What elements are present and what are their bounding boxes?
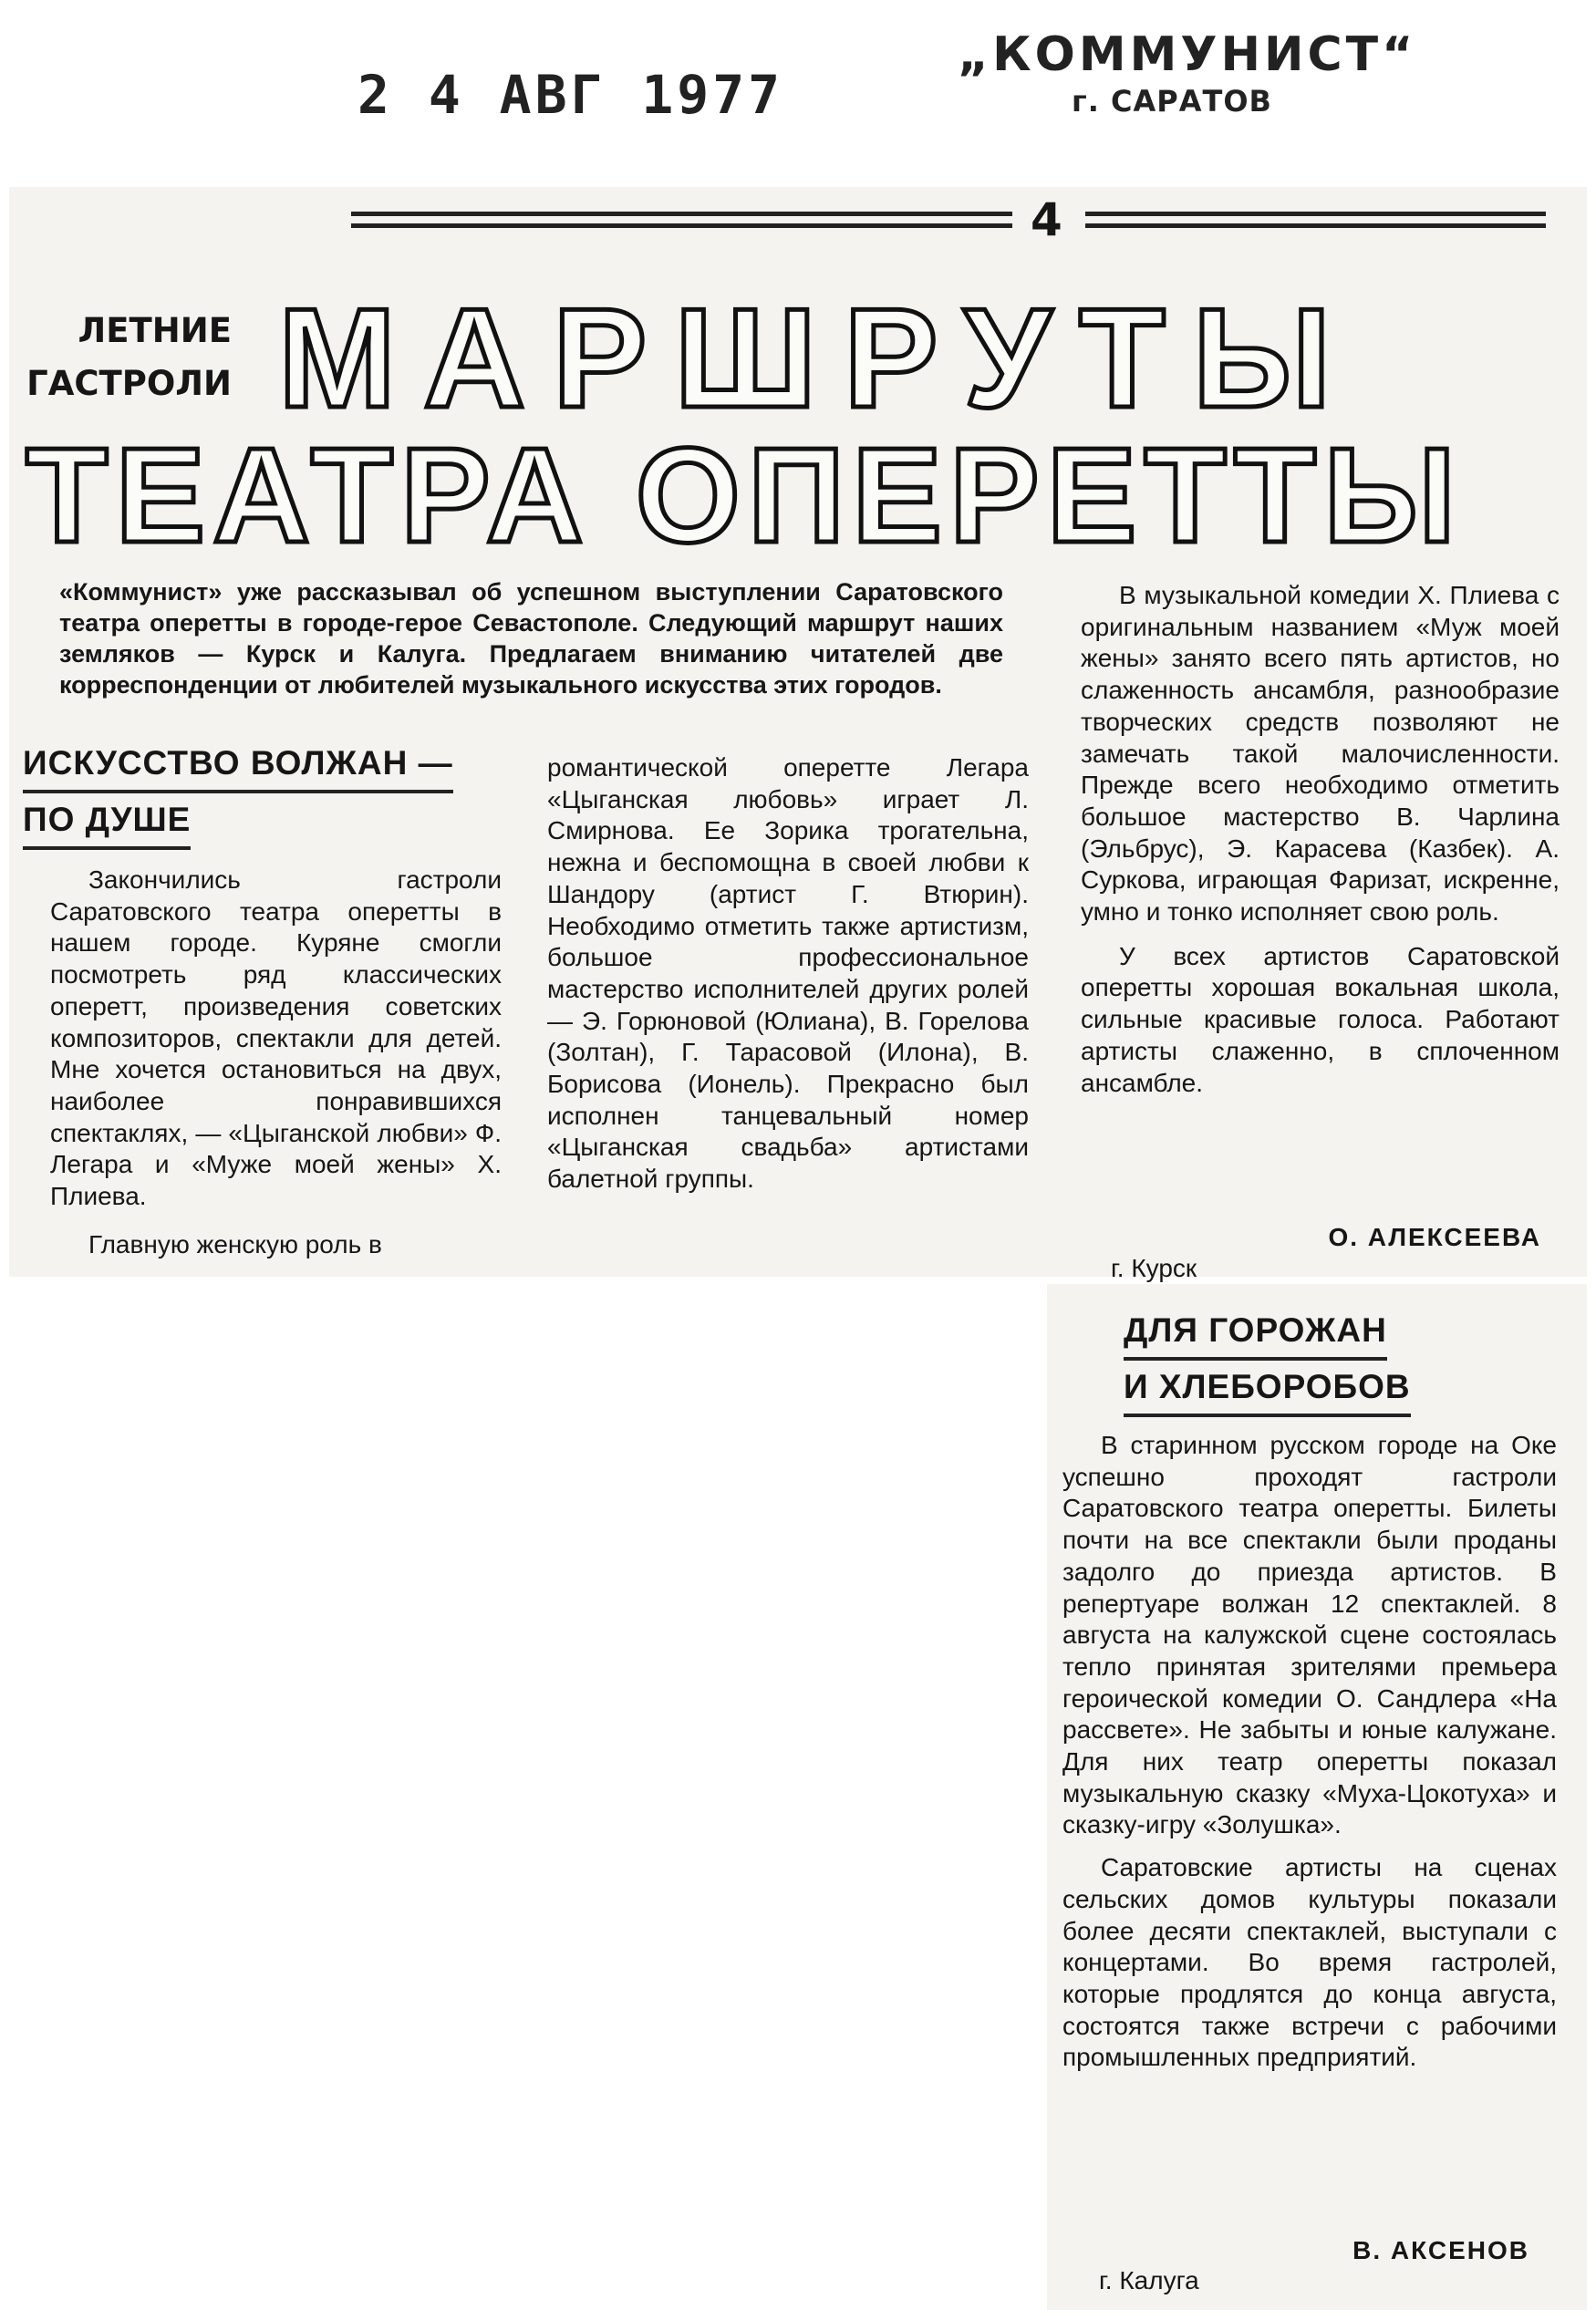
article1-column-3: [1081, 580, 1560, 1099]
lead-paragraph: «Коммунист» уже рассказывал об успешном выступлении Саратовского театра оперетты в городе-герое Севастополе. Следующий маршрут наших земляков — Курск и Калуга. Предлагаем вниманию читателей две корреспонденции от любителей музыкального искусства этих городов.: [59, 578, 1003, 699]
rubric-line: ГАСТРОЛИ: [26, 364, 232, 403]
article1-author: О. АЛЕКСЕЕВА: [1328, 1223, 1541, 1251]
header-rule: [1085, 212, 1546, 216]
article1-column-2: [547, 752, 1029, 1196]
city-stamp: г. САРАТОВ: [1072, 84, 1272, 119]
article1-city: г. Курск: [1111, 1254, 1197, 1282]
article2-body: [1062, 1430, 1557, 2074]
paragraph: В старинном русском городе на Оке успешно проходят гастроли Саратовского театра оперетты. Билеты почти на все спектакли были проданы задолго до приезда артистов. В репертуаре волжан 12 спектаклей. 8 августа на калужской сцене состоялась тепло принятая зрителями премьера героической комедии О. Сандлера «На рассвете». Не забыты и юные калужане. Для них театр оперетты показал музыкальную сказку «Муха-Цокотуха» и сказку-игру «Золушка».: [1062, 1431, 1557, 1839]
article1-column-1: [50, 865, 502, 1260]
article2-title-line: ДЛЯ ГОРОЖАН: [1124, 1304, 1387, 1361]
newspaper-stamp: „КОММУНИСТ“: [958, 27, 1417, 82]
header-rule: [351, 212, 1012, 216]
article1-title-line: ИСКУССТВО ВОЛЖАН —: [23, 737, 453, 793]
paragraph: В музыкальной комедии Х. Плиева с оригинальным названием «Муж моей жены» занято всего пять артистов, но слаженность ансамбля, разнообразие творческих средств позволяют не замечать такой малочисленности. Прежде всего необходимо отметить большое мастерство В. Чарлина (Эльбрус), Э. Карасева (Казбек). А. Суркова, играющая Фаризат, искренне, умно и тонко исполняет свою роль.: [1081, 581, 1560, 927]
article2-title-line: И ХЛЕБОРОБОВ: [1124, 1361, 1411, 1417]
headline-line-2: ТЕАТРА ОПЕРЕТТЫ: [26, 420, 1464, 571]
article2-author: В. АКСЕНОВ: [1352, 2236, 1529, 2264]
paragraph: У всех артистов Саратовской оперетты хорошая вокальная школа, сильные красивые голоса. Работают артисты слаженно, в сплоченном ансамбле.: [1081, 941, 1560, 1097]
article1-title: [23, 737, 453, 850]
rubric-line: ЛЕТНИЕ: [78, 311, 232, 350]
rubric: [20, 305, 232, 410]
article1-title-line: ПО ДУШЕ: [23, 793, 191, 850]
page-number: 4: [1031, 193, 1062, 246]
header-rule: [351, 223, 1012, 228]
paragraph: романтической оперетте Легара «Цыганская любовь» играет Л. Смирнова. Ее Зорика трогательна, нежна и беспомощна в своей любви к Шандору (артист Г. Втюрин). Необходимо отметить также артистизм, большое профессиональное мастерство исполнителей других ролей — Э. Горюновой (Юлиана), В. Горелова (Золтан), Г. Тарасовой (Илона), В. Борисова (Ионель). Прекрасно был исполнен танцевальный номер «Цыганская свадьба» артистами балетной группы.: [547, 753, 1029, 1194]
paragraph: Саратовские артисты на сценах сельских домов культуры показали более десяти спектаклей, выступали с концертами. Во время гастролей, которые продлятся до конца августа, состоятся также встречи с рабочими промышленных предприятий.: [1062, 1853, 1557, 2072]
headline-line-1: МАРШРУТЫ: [278, 279, 1359, 437]
paragraph: Закончились гастроли Саратовского театра оперетты в нашем городе. Куряне смогли посмотреть ряд классических оперетт, произведения советских композиторов, спектакли для детей. Мне хочется остановиться на двух, наиболее понравившихся спектаклях, — «Цыганской любви» Ф. Легара и «Муже моей жены» Х. Плиева.: [50, 865, 502, 1211]
paragraph: Главную женскую роль в: [88, 1229, 382, 1258]
date-stamp: 2 4 АВГ 1977: [358, 64, 784, 126]
article2-city: г. Калуга: [1099, 2266, 1199, 2294]
header-rule: [1085, 223, 1546, 228]
article2-title: [1124, 1304, 1411, 1417]
